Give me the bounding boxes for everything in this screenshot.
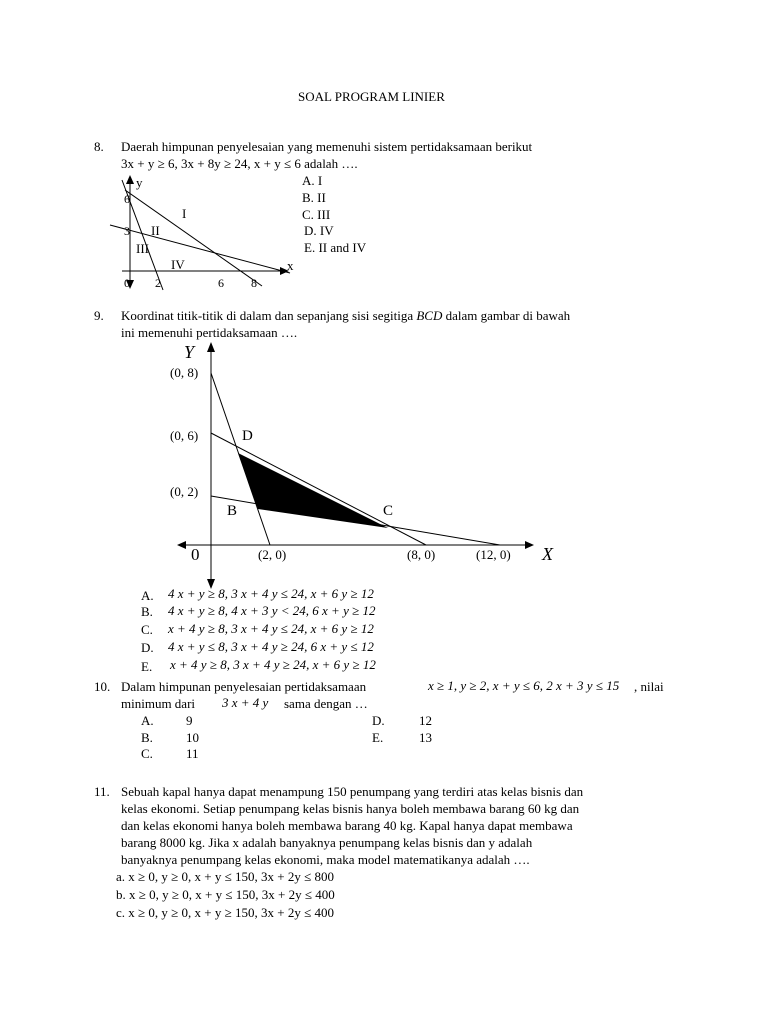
q9-line1-post: dalam gambar di bawah [442,308,571,323]
q9-option-c-text: x + 4 y ≥ 8, 3 x + 4 y ≤ 24, x + 6 y ≥ 12 [168,621,374,636]
q10-line2-math: 3 x + 4 y [222,695,269,710]
q8-x-axis-label: x [287,258,294,273]
q9-x-tick-12: (12, 0) [476,547,511,562]
q9-y-tick-2: (0, 2) [170,484,199,499]
q11-line: dan kelas ekonomi hanya boleh membawa barang 40 kg. Kapal hanya dapat membawa [121,818,573,833]
q10-line2-pre: minimum dari [121,696,196,711]
q9-y-tick-8: (0, 8) [170,365,199,380]
q11-line: barang 8000 kg. Jika x adalah banyaknya penumpang kelas bisnis dan y adalah [121,835,533,850]
q10-option-c-letter: C. [141,746,153,761]
q8-option-e: E. II and IV [304,240,367,255]
q11-line: banyaknya penumpang kelas ekonomi, maka model matematikanya adalah …. [121,852,530,867]
q8-question-line1: Daerah himpunan penyelesaian yang memenuhi sistem pertidaksamaan berikut [121,139,533,154]
q8-option-a: A. I [302,173,323,188]
q10-option-a-value: 9 [186,713,193,728]
q10-option-a-letter: A. [141,713,154,728]
q8-x-tick-6: 6 [218,276,224,290]
q11-option-a: a. x ≥ 0, y ≥ 0, x + y ≤ 150, 3x + 2y ≤ 800 [116,869,334,884]
q11-option-b: b. x ≥ 0, y ≥ 0, x + y ≤ 150, 3x + 2y ≤ 400 [116,887,335,902]
q8-region-label-1: I [182,206,187,221]
q10-option-b-value: 10 [186,730,199,745]
q11-line: Sebuah kapal hanya dapat menampung 150 penumpang yang terdiri atas kelas bisnis dan [121,784,584,799]
q9-x-tick-8: (8, 0) [407,547,436,562]
q9-option-d-text: 4 x + y ≤ 8, 3 x + 4 y ≥ 24, 6 x + y ≤ 12 [168,639,374,654]
q11-line: kelas ekonomi. Setiap penumpang kelas bisnis hanya boleh membawa barang 60 kg dan [121,801,580,816]
q9-option-d-letter: D. [141,640,154,655]
q11-option-c: c. x ≥ 0, y ≥ 0, x + y ≥ 150, 3x + 2y ≤ 400 [116,905,334,920]
q8-x-tick-8: 8 [251,276,257,290]
q8-option-d: D. IV [304,223,334,238]
q9-option-e-letter: E. [141,659,153,674]
q10-line1-post: , nilai [634,679,664,694]
q8-y-axis-label: y [136,175,143,190]
q10-option-e-value: 13 [419,730,432,745]
q9-option-a-text: 4 x + y ≥ 8, 3 x + 4 y ≤ 24, x + 6 y ≥ 12 [168,586,374,601]
q8-x-tick-2: 2 [155,276,161,290]
q9-option-a-letter: A. [141,588,154,603]
q8-x-tick-0: 0 [124,276,130,290]
q9-option-b-letter: B. [141,604,153,619]
q10-line1-pre: Dalam himpunan penyelesaian pertidaksamaan [121,679,367,694]
q11-number: 11. [94,784,110,799]
q10-line1-math: x ≥ 1, y ≥ 2, x + y ≤ 6, 2 x + 3 y ≤ 15 [428,678,620,693]
q8-region-label-3: III [136,241,149,256]
q9-question-line2: ini memenuhi pertidaksamaan …. [121,325,298,340]
q10-option-e-letter: E. [372,730,384,745]
q10-option-d-letter: D. [372,713,385,728]
q9-y-tick-6: (0, 6) [170,428,199,443]
q9-option-e-text: x + 4 y ≥ 8, 3 x + 4 y ≥ 24, x + 6 y ≥ 12 [170,657,376,672]
q8-region-label-2: II [151,223,160,238]
q9-line1-pre: Koordinat titik-titik di dalam dan sepanjang sisi segitiga [121,308,417,323]
q9-y-arrow-up-icon [207,342,215,352]
q10-line2-post: sama dengan … [284,696,368,711]
q9-number: 9. [94,308,104,323]
q9-option-b-text: 4 x + y ≥ 8, 4 x + 3 y < 24, 6 x + y ≥ 12 [168,603,376,618]
q9-origin-label: 0 [191,545,200,564]
q9-line-x-6y-12 [211,496,500,545]
q9-x-arrow-right-icon [525,541,534,549]
q10-option-b-letter: B. [141,730,153,745]
q8-number: 8. [94,139,104,154]
page-title: SOAL PROGRAM LINIER [298,89,445,104]
q10-option-c-value: 11 [186,746,199,761]
q8-region-label-4: IV [171,257,185,272]
q8-y-tick-6: 6 [124,192,130,206]
q10-option-d-value: 12 [419,713,432,728]
q8-option-c: C. III [302,207,331,222]
q8-y-tick-3: 3 [124,224,130,238]
q9-x-axis-label: X [542,544,553,564]
q9-point-b-label: B [227,503,238,519]
q9-x-arrow-left-icon [177,541,186,549]
q9-y-axis-label: Y [184,342,195,362]
q8-option-b: B. II [302,190,326,205]
q9-x-tick-2: (2, 0) [258,547,287,562]
q9-line-3x-4y-24 [211,433,426,545]
q10-number: 10. [94,679,111,694]
q9-line1-italic: BCD [416,308,443,323]
q9-point-d-label: D [242,428,253,444]
q9-option-c-letter: C. [141,622,153,637]
q8-question-line2: 3x + y ≥ 6, 3x + 8y ≥ 24, x + y ≤ 6 adalah …. [121,156,358,171]
q9-point-c-label: C [383,503,394,519]
